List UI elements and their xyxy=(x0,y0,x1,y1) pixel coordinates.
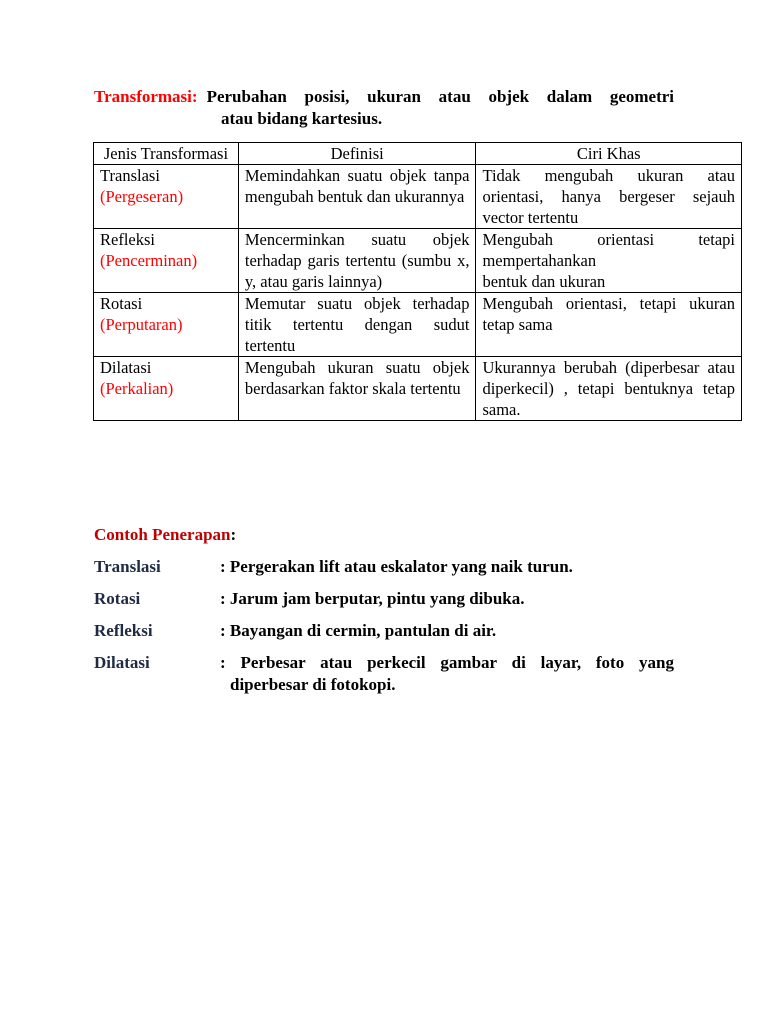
definition-cell: Mencerminkan suatu objek terhadap garis tertentu (sumbu x, y, atau garis lainnya) xyxy=(238,229,476,293)
definition-header xyxy=(94,86,674,130)
type-alias: (Perputaran) xyxy=(100,315,183,334)
example-item xyxy=(94,588,674,610)
table-row xyxy=(94,357,742,421)
definition-cell: Mengubah ukuran suatu objek berdasarkan faktor skala tertentu xyxy=(238,357,476,421)
table-row xyxy=(94,165,742,229)
definition-cell: Memindahkan suatu objek tanpa mengubah bentuk dan ukurannya xyxy=(238,165,476,229)
feature-cell: Tidak mengubah ukuran atau orientasi, hanya bergeser sejauh vector tertentu xyxy=(476,165,742,229)
example-item xyxy=(94,556,674,578)
example-desc: : Bayangan di cermin, pantulan di air. xyxy=(220,621,497,640)
examples-title-colon: : xyxy=(230,525,237,544)
example-desc: : Perbesar atau perkecil gambar di layar, foto yang xyxy=(220,653,674,672)
feature-line: bentuk dan ukuran xyxy=(482,272,606,291)
table-row xyxy=(94,293,742,357)
example-term: Rotasi xyxy=(94,589,141,608)
examples-title xyxy=(94,524,674,546)
example-term: Refleksi xyxy=(94,621,153,640)
column-header-definisi: Definisi xyxy=(238,143,476,165)
type-name: Rotasi xyxy=(100,294,143,313)
table-header-row xyxy=(94,143,742,165)
type-name: Refleksi xyxy=(100,230,155,249)
type-name: Dilatasi xyxy=(100,358,152,377)
transformation-table xyxy=(93,142,742,421)
column-header-jenis: Jenis Transformasi xyxy=(94,143,239,165)
feature-cell: Mengubah orientasi, tetapi ukuran tetap sama xyxy=(476,293,742,357)
example-desc-continuation: diperbesar di fotokopi. xyxy=(230,675,396,694)
table-row xyxy=(94,229,742,293)
example-term: Dilatasi xyxy=(94,653,150,672)
examples-title-text: Contoh Penerapan xyxy=(94,525,231,544)
feature-cell xyxy=(476,229,742,293)
type-cell xyxy=(94,229,239,293)
example-item xyxy=(94,652,674,696)
type-cell xyxy=(94,357,239,421)
definition-text-1: Perubahan posisi, ukuran atau objek dalam geometri xyxy=(206,87,674,106)
definition-cell: Memutar suatu objek terhadap titik tertentu dengan sudut tertentu xyxy=(238,293,476,357)
feature-line: Mengubah orientasi tetapi mempertahankan xyxy=(482,230,735,270)
example-desc-block xyxy=(220,652,674,696)
type-alias: (Pencerminan) xyxy=(100,251,198,270)
type-alias: (Perkalian) xyxy=(100,379,174,398)
type-cell xyxy=(94,165,239,229)
term-label: Transformasi: xyxy=(94,87,198,106)
examples-section xyxy=(94,524,674,706)
definition-line-1 xyxy=(94,86,674,108)
type-alias: (Pergeseran) xyxy=(100,187,184,206)
definition-text-2: atau bidang kartesius. xyxy=(221,109,383,128)
example-desc: : Pergerakan lift atau eskalator yang naik turun. xyxy=(220,557,573,576)
example-desc: : Jarum jam berputar, pintu yang dibuka. xyxy=(220,589,525,608)
column-header-ciri: Ciri Khas xyxy=(476,143,742,165)
type-cell xyxy=(94,293,239,357)
example-item xyxy=(94,620,674,642)
example-term: Translasi xyxy=(94,557,161,576)
type-name: Translasi xyxy=(100,166,160,185)
feature-cell: Ukurannya berubah (diperbesar atau diperkecil) , tetapi bentuknya tetap sama. xyxy=(476,357,742,421)
